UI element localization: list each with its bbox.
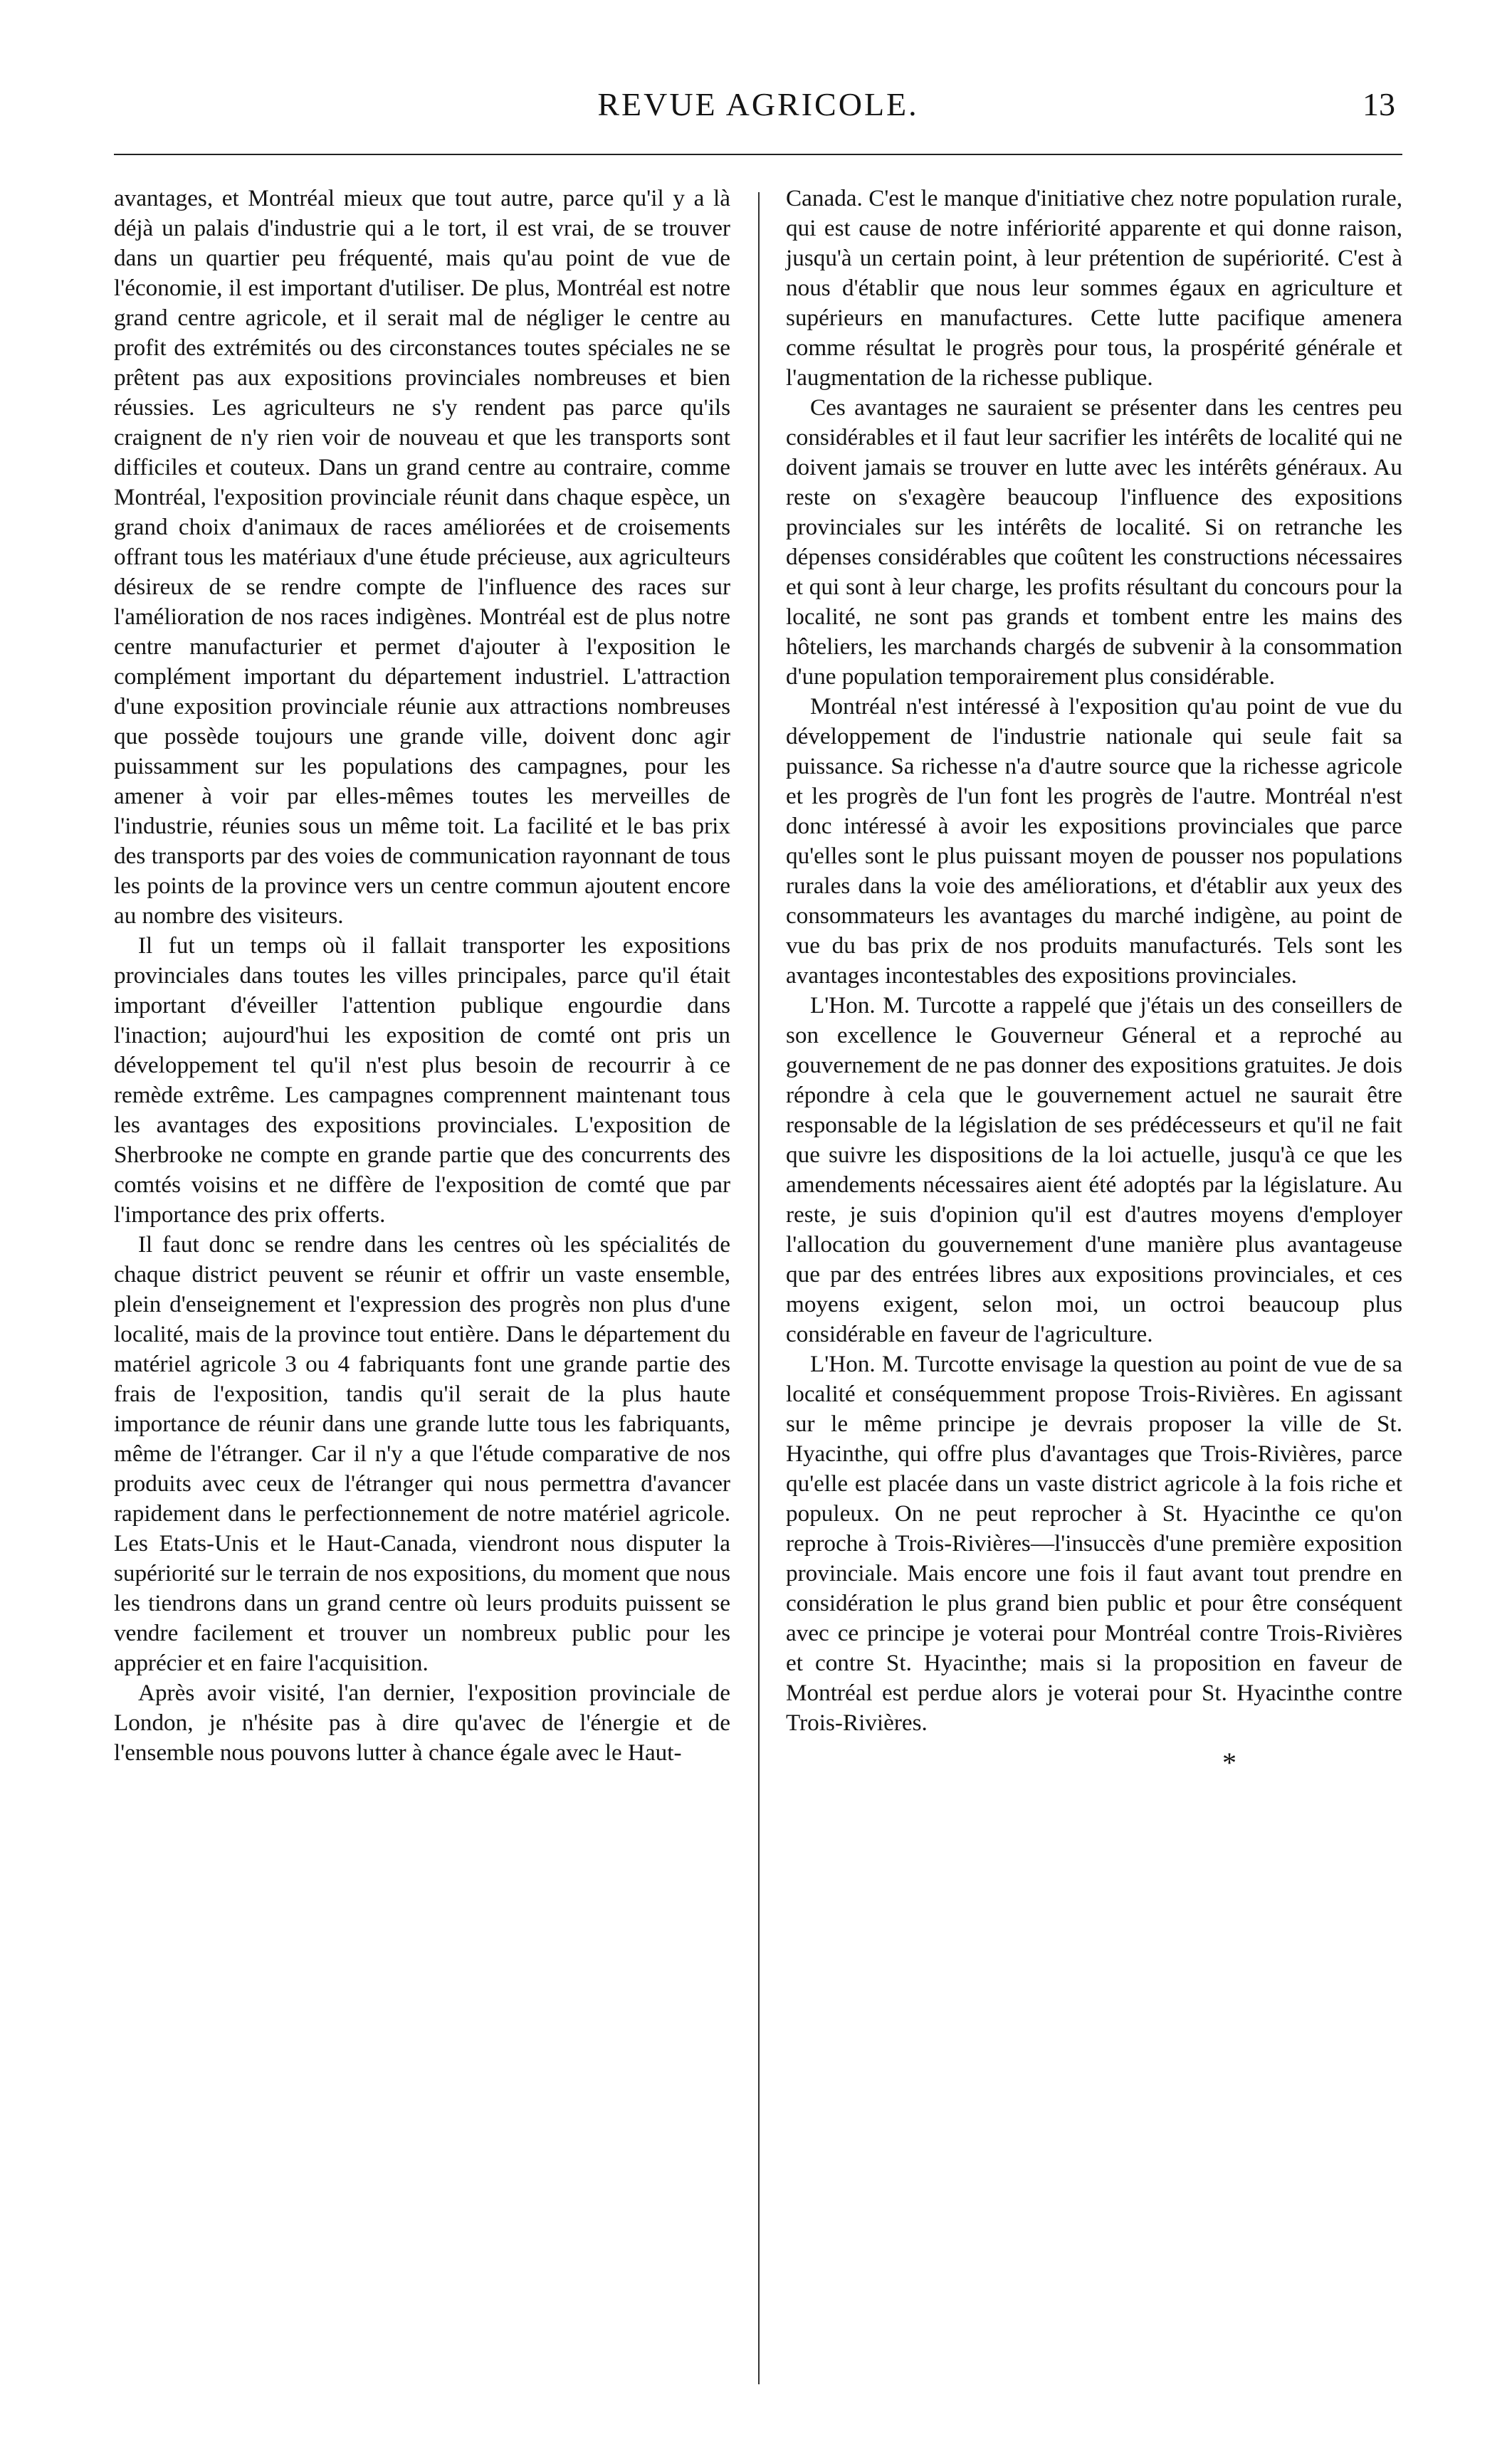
paragraph: Il faut donc se rendre dans les centres où les spécialités de chaque district peuvent se réunir et offrir un vaste ensemble, plein d'enseignement et l'expression des progrès non plus d'une localité, mais de la province tout entière. Dans le département du matériel agricole 3 ou 4 fabriquants font une grande partie des frais de l'exposition, tandis qu'il serait de la plus haute importance de réunir dans une grande lutte tous les fabriquants, même de l'étranger. Car il n'y a que l'étude comparative de nos produits avec ceux de l'étranger qui nous permettra d'avancer rapidement dans le perfectionnement de notre matériel agricole. Les Etats-Unis et le Haut-Canada, viendront nous disputer la supériorité sur le terrain de nos expositions, du moment que nous les tiendrons dans un grand centre où leurs produits puissent se vendre facilement et trouver un nombreux public pour les apprécier et en faire l'acquisition. — [114, 1231, 730, 1676]
paragraph: L'Hon. M. Turcotte envisage la question au point de vue de sa localité et conséquemment propose Trois-Rivières. En agissant sur le même principe je devrais proposer la ville de St. Hyacinthe, qui offre plus d'avantages que Trois-Rivières, parce qu'elle est placée dans un vaste district agricole à la fois riche et populeux. On ne peut reprocher à St. Hyacinthe ce qu'on reproche à Trois-Rivières—l'insuccès d'une première exposition provinciale. Mais encore une fois il faut avant tout prendre en considération le plus grand bien public et pour être conséquent avec ce principe je voterai pour Montréal contre Trois-Rivières et contre St. Hyacinthe; mais si la proposition en faveur de Montréal est perdue alors je voterai pour St. Hyacinthe contre Trois-Rivières. — [786, 1351, 1402, 1736]
paragraph: Il fut un temps où il fallait transporter les expositions provinciales dans toutes les villes principales, parce qu'il était important d'éveiller l'attention publique engourdie dans l'inaction; aujourd'hui les exposition de comté ont pris un développement tel qu'il n'est plus besoin de recourrir à ce remède extrême. Les campagnes comprennent maintenant tous les avantages des expositions provinciales. L'exposition de Sherbrooke ne compte en grande partie que des concurrents des comtés voisins et ne diffère de l'exposition de comté que par l'importance des prix offerts. — [114, 932, 730, 1228]
right-column — [786, 184, 1402, 2399]
end-asterisk: * — [1222, 1747, 1236, 1779]
paragraph: avantages, et Montréal mieux que tout autre, parce qu'il y a là déjà un palais d'industrie qui a le tort, il est vrai, de se trouver dans un quartier peu fréquenté, mais qu'au point de vue de l'économie, il est important d'utiliser. De plus, Montréal est notre grand centre agricole, et il serait mal de négliger le centre au profit des extrémités ou des circonstances toutes spéciales ne se prêtent pas aux expositions provinciales nombreuses et bien réussies. Les agriculteurs ne s'y rendent pas parce qu'ils craignent de n'y rien voir de nouveau et que les transports sont difficiles et couteux. Dans un grand centre au contraire, comme Montréal, l'exposition provinciale réunit dans chaque espèce, un grand choix d'animaux de races améliorées et de croisements offrant tous les matériaux d'une étude précieuse, aux agriculteurs désireux de se rendre compte de l'influence des races sur l'amélioration de nos races indigènes. Montréal est de plus notre centre manufacturier et permet d'ajouter à l'exposition le complément important du département industriel. L'attraction d'une exposition provinciale réunie aux attractions nombreuses que possède toujours une grande ville, doivent donc agir puissamment sur les populations des campagnes, pour les amener à voir par elles-mêmes toutes les merveilles de l'industrie, réunies sous un même toit. La facilité et le bas prix des transports par des voies de communication rayonnant de tous les points de la province vers un centre commun ajoutent encore au nombre des visiteurs. — [114, 185, 730, 929]
paragraph: Après avoir visité, l'an dernier, l'exposition provinciale de London, je n'hésite pas à dire qu'avec de l'énergie et de l'ensemble nous pouvons lutter à chance égale avec le Haut- — [114, 1680, 730, 1766]
running-title: REVUE AGRICOLE. — [597, 86, 919, 122]
paragraph: Ces avantages ne sauraient se présenter dans les centres peu considérables et il faut leur sacrifier les intérêts de localité qui ne doivent jamais se trouver en lutte avec les intérêts généraux. Au reste on s'exagère beaucoup l'influence des expositions provinciales sur les intérêts de localité. Si on retranche les dépenses considérables que coûtent les constructions nécessaires et qui sont à leur charge, les profits résultant du concours pour la localité, ne sont pas grands et tombent entre les mains des hôteliers, les marchands chargés de subvenir à la consommation d'une population temporairement plus considérable. — [786, 394, 1402, 690]
header-rule — [114, 154, 1402, 155]
paragraph: Montréal n'est intéressé à l'exposition qu'au point de vue du développement de l'industrie nationale qui seule fait sa puissance. Sa richesse n'a d'autre source que la richesse agricole et les progrès de l'un font les progrès de l'autre. Montréal n'est donc intéressé à avoir les expositions provinciales que parce qu'elles sont le plus puissant moyen de pousser nos populations rurales dans la voie des améliorations, et d'établir aux yeux des consommateurs les avantages du marché indigène, au point de vue du bas prix de nos produits manufacturés. Tels sont les avantages incontestables des expositions provinciales. — [786, 693, 1402, 989]
page-number: 13 — [1362, 86, 1395, 122]
page-header — [114, 85, 1402, 164]
text-columns — [114, 184, 1402, 2399]
left-column — [114, 184, 730, 2399]
paragraph: L'Hon. M. Turcotte a rappelé que j'étais un des conseillers de son excellence le Gouverneur Géneral et a reproché au gouvernement de ne pas donner des expositions gratuites. Je dois répondre à cela que le gouvernement actuel ne saurait être responsable de la législation de ses prédécesseurs et qu'il ne fait que suivre les dispositions de la loi actuelle, jusqu'à ce que les amendements nécessaires aient été adoptés par la législature. Au reste, je suis d'opinion qu'il est d'autres moyens d'employer l'allocation du gouvernement d'une manière plus avantageuse que par des entrées libres aux expositions provinciales, et ces moyens exigent, selon moi, un octroi beaucoup plus considérable en faveur de l'agriculture. — [786, 992, 1402, 1347]
page — [114, 85, 1402, 2399]
paragraph: Canada. C'est le manque d'initiative chez notre population rurale, qui est cause de notre infériorité apparente et qui donne raison, jusqu'à un certain point, à leur prétention de supériorité. C'est à nous d'établir que nous leur sommes égaux en agriculture et supérieurs en manufactures. Cette lutte pacifique amenera comme résultat le progrès pour tous, la prospérité générale et l'augmentation de la richesse publique. — [786, 185, 1402, 391]
